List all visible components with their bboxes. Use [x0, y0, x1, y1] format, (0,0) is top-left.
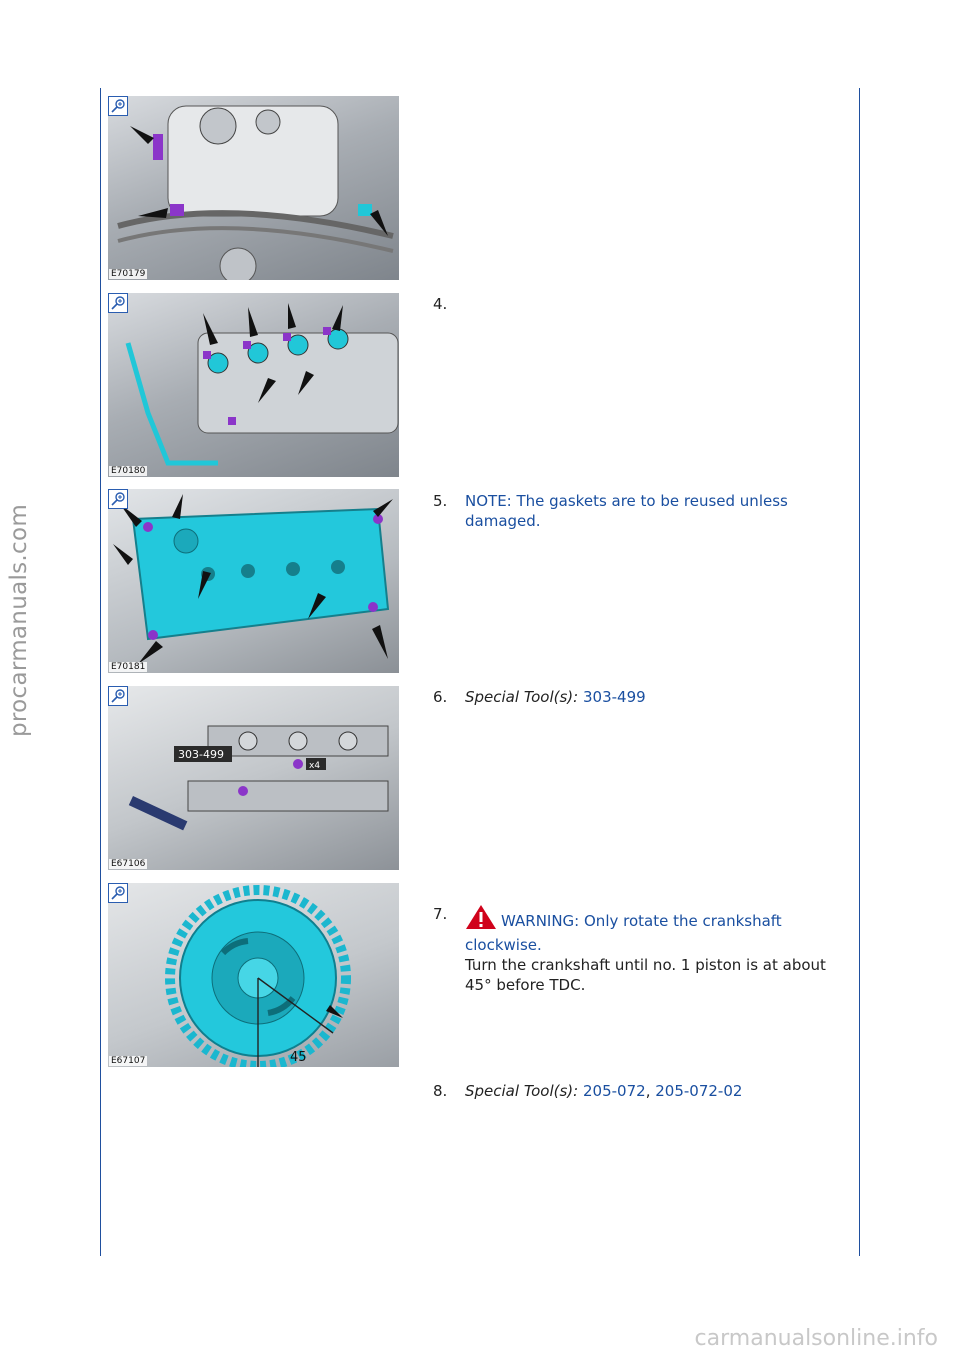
step-5 — [433, 491, 853, 531]
tool-link-303-499[interactable]: 303-499 — [583, 688, 646, 706]
zoom-icon[interactable] — [108, 293, 128, 313]
figure-id: E70181 — [111, 662, 146, 672]
zoom-icon[interactable] — [108, 489, 128, 509]
tool-callout: 303-499 — [178, 748, 224, 761]
quantity-callout: x4 — [309, 761, 321, 771]
figure-camshaft-tool[interactable] — [108, 686, 399, 870]
step-number: 6. — [433, 688, 448, 706]
tool-link-205-072[interactable]: 205-072 — [583, 1082, 646, 1100]
special-tools-label: Special Tool(s): — [465, 688, 579, 706]
step-8 — [433, 1081, 853, 1101]
figure-crankshaft-pulley[interactable] — [108, 883, 399, 1067]
step-number: 8. — [433, 1082, 448, 1100]
instruction-text: Turn the crankshaft until no. 1 piston is at about 45° before TDC. — [465, 956, 826, 994]
bottom-watermark: carmanualsonline.info — [694, 1326, 938, 1351]
figure-ignition-coils[interactable] — [108, 293, 399, 477]
tool-link-205-072-02[interactable]: 205-072-02 — [655, 1082, 743, 1100]
side-watermark: procarmanuals.com — [6, 503, 32, 737]
step-number: 4. — [433, 295, 448, 313]
note-text: NOTE: The gaskets are to be reused unless damaged. — [465, 492, 788, 530]
special-tools-label: Special Tool(s): — [465, 1082, 579, 1100]
zoom-icon[interactable] — [108, 686, 128, 706]
zoom-icon[interactable] — [108, 883, 128, 903]
engine-illustration-3 — [108, 489, 399, 673]
figure-valve-cover-top[interactable] — [108, 96, 399, 280]
figure-id: E67106 — [111, 859, 146, 869]
tool-separator: , — [645, 1082, 651, 1100]
warning-icon — [465, 904, 497, 935]
engine-illustration-1 — [108, 96, 399, 280]
left-margin-rule — [100, 88, 101, 1256]
figure-valve-cover-bolts[interactable] — [108, 489, 399, 673]
step-6 — [433, 687, 853, 707]
angle-callout: 45 — [290, 1050, 307, 1065]
figure-id: E67107 — [111, 1056, 146, 1066]
engine-illustration-4 — [108, 686, 399, 870]
step-number: 7. — [433, 905, 448, 923]
engine-illustration-2 — [108, 293, 399, 477]
engine-illustration-5 — [108, 883, 399, 1067]
figure-id: E70179 — [111, 269, 146, 279]
zoom-icon[interactable] — [108, 96, 128, 116]
step-7 — [433, 904, 853, 995]
figure-id: E70180 — [111, 466, 146, 476]
right-margin-rule — [859, 88, 860, 1256]
warning-text: WARNING: Only rotate the crankshaft clockwise. — [465, 912, 782, 954]
step-number: 5. — [433, 492, 448, 510]
